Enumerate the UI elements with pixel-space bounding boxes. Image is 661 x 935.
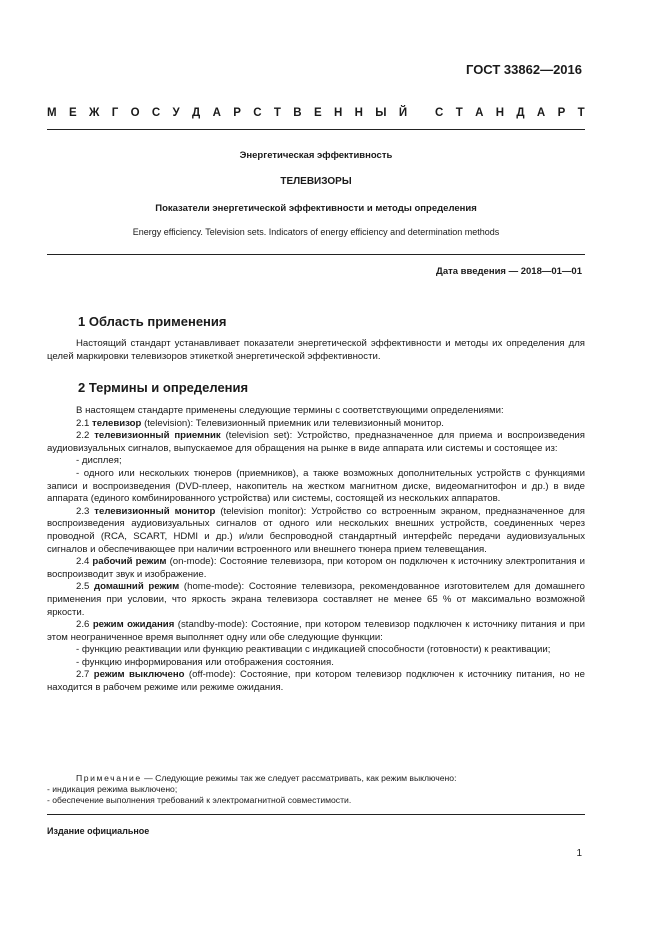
banner-letter: Ы [375,107,387,119]
title-line-3: Показатели энергетической эффективности и методы определения [155,203,477,214]
title-english: Energy efficiency. Television sets. Indicators of energy efficiency and determination methods [132,227,500,237]
page-number: 1 [576,848,582,859]
banner-letter: С [253,107,262,119]
banner-letter: Ж [88,107,100,119]
banner-letter: М [47,107,57,119]
banner-letter: Д [192,107,201,119]
banner-letter: Т [273,107,281,119]
term-2-6-item: - функцию информирования или отображения состояния. [76,656,334,668]
banner-letter [419,107,422,119]
banner-letter: Р [557,107,566,119]
top-rule [47,129,585,130]
banner-letter: Д [516,107,525,119]
banner-letter: С [435,107,444,119]
section-1-heading: 1 Область применения [78,314,227,329]
banner-letter: Г [111,107,119,119]
banner-letter: Е [68,107,77,119]
banner-letter: В [293,107,302,119]
gost-number: ГОСТ 33862—2016 [466,62,582,77]
term-2-2-item: - одного или нескольких тюнеров (приемников), а также возможных дополнительных устройств с функциями записи и воспроизведения (DVD-плеер, накопитель на жестком магнитном диске, видеомагнитофон и др.) в виде аппарата (единого комбинированного устройства) или системы, состоящей из нескольких аппаратов. [47,467,585,505]
section-2-body [47,405,585,695]
title-line-2: ТЕЛЕВИЗОРЫ [280,176,352,187]
official-edition-label: Издание официальное [47,826,150,836]
standard-type-banner [47,107,585,119]
banner-letter: Р [233,107,241,119]
title-bottom-rule [47,254,585,255]
term-2-5: 2.5 домашний режим (home-mode): Состояние телевизора, рекомендованное изготовителем для домашнего применения при условии, что яркость экрана телевизора составляет не менее 65 % от максимально возможной яркости. [47,581,585,618]
introduction-date: Дата введения — 2018—01—01 [436,266,582,277]
footer-rule [47,814,585,815]
title-line-1: Энергетическая эффективность [239,150,393,161]
term-2-7: 2.7 режим выключено (off-mode): Состояние, при котором телевизор подключен к источнику питания, но не находится в рабочем режиме или режиме ожидания. [47,669,585,694]
banner-letter: У [172,107,180,119]
term-2-6: 2.6 режим ожидания (standby-mode): Состояние, при котором телевизор подключен к источнику питания и при этом неограниченное время выполняет одну или обе следующие функции: [47,619,585,643]
banner-letter: Т [455,107,463,119]
banner-letter: А [536,107,546,119]
banner-letter: Н [354,107,363,119]
terms-intro: В настоящем стандарте применены следующие термины с соответствующими определениями: [76,405,504,416]
term-2-3: 2.3 телевизионный монитор (television monitor): Устройство со встроенным экраном, предназначенное для воспроизведения аудиовизуальных сигналов от одного или нескольких внешних устройств, соединенных через проводной (RCA, SCART, HDMI и др.) и/или беспроводной стандартный интерфейс передачи аудиовизуальных сигналов и обеспечивающее при наличии встроенного или внешнего тюнера прием телевещания. [47,505,585,555]
banner-letter: С [151,107,161,119]
term-2-2: 2.2 телевизионный приемник (television set): Устройство, предназначенное для приема и воспроизведения аудиовизуальных сигналов, выпускаемое для обращения на рынке в виде аппарата или системы и состоящее из: [47,430,585,454]
term-2-6-item: - функцию реактивации или функцию реактивации с индикацией способности (готовности) к реактивации; [76,644,551,656]
note-heading: Примечание — Следующие режимы так же следует рассматривать, как режим выключено: [76,773,457,783]
banner-letter: Н [333,107,343,119]
term-2-1: 2.1 телевизор (television): Телевизионный приемник или телевизионный монитор. [76,417,444,429]
note-item: - обеспечение выполнения требований к электромагнитной совместимости. [47,795,352,806]
banner-letter: Т [577,107,585,119]
section-1-body [47,338,585,363]
banner-letter: Н [495,107,505,119]
term-2-4: 2.4 рабочий режим (on-mode): Состояние телевизора, при котором он подключен к источнику электропитания и воспроизводит звук и изображение. [47,556,585,580]
banner-letter: Й [398,107,408,119]
section-2-heading: 2 Термины и определения [78,380,249,395]
banner-letter: А [212,107,221,119]
note-item: - индикация режима выключено; [47,784,178,795]
section-1-text: Настоящий стандарт устанавливает показатели энергетической эффективности и методы их определения для целей маркировки телевизоров этикеткой энергетической эффективности. [47,338,585,362]
term-2-2-item: - дисплея; [76,455,122,467]
banner-letter: О [130,107,140,119]
note-block [47,773,585,807]
banner-letter: А [475,107,484,119]
banner-letter: Е [313,107,322,119]
